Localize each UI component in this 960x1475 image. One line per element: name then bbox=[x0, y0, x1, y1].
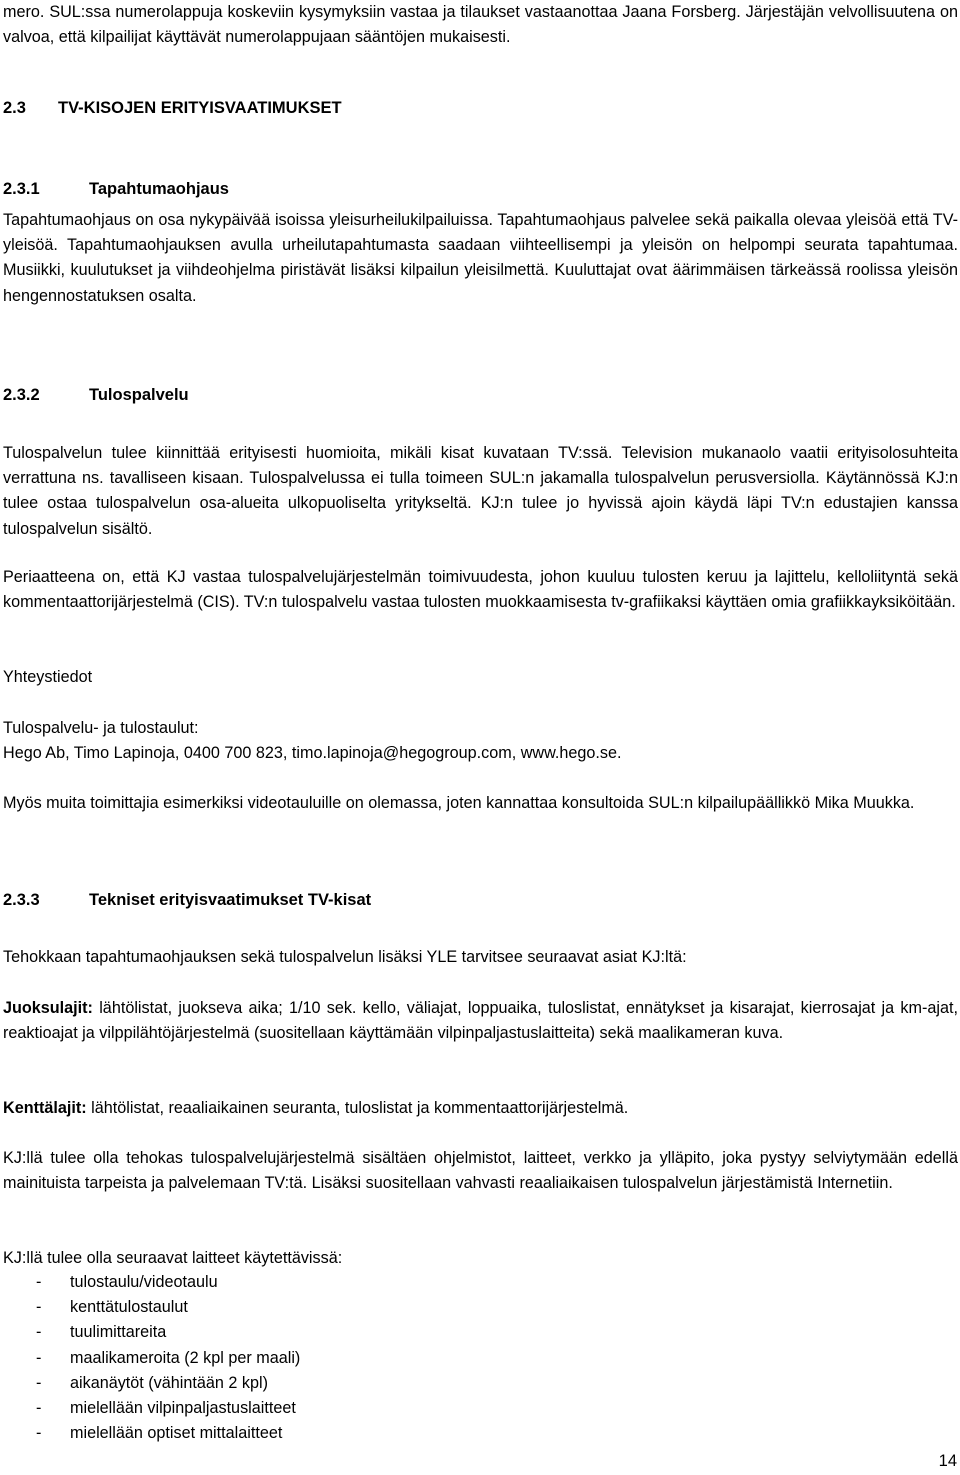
list-item-text: aikanäytöt (vähintään 2 kpl) bbox=[70, 1373, 268, 1392]
field-text: lähtölistat, reaaliaikainen seuranta, tuloslistat ja kommentaattorijärjestelmä. bbox=[86, 1099, 629, 1117]
equipment-intro bbox=[3, 1246, 958, 1271]
field-label: Kenttälajit: bbox=[3, 1099, 87, 1117]
tulospalvelu-paragraph-3 bbox=[3, 791, 958, 816]
dash-bullet: - bbox=[36, 1273, 42, 1291]
field-events-paragraph bbox=[3, 1096, 958, 1121]
paragraph-text: KJ:llä tulee olla tehokas tulospalvelujärjestelmä sisältäen ohjelmistot, laitteet, verkko ja ylläpito, joka pystyy selviytymään edellä mainituista tarpeista ja palvelemaan TV:tä. Lisäksi suositellaan vahvasti reaaliaikaisen tulospalvelun järjestämistä Internetiin. bbox=[3, 1149, 958, 1193]
dash-bullet: - bbox=[36, 1298, 42, 1317]
dash-bullet: - bbox=[36, 1323, 42, 1342]
paragraph-text: Tehokkaan tapahtumaohjauksen sekä tulospalvelun lisäksi YLE tarvitsee seuraavat asiat KJ:ltä: bbox=[3, 948, 687, 966]
intro-text: mero. SUL:ssa numerolappuja koskeviin kysymyksiin vastaa ja tilaukset vastaanottaa Jaana Forsberg. Järjestäjän velvollisuutena on valvoa, että kilpailijat käyttävät numerolappujaan sääntöjen mukaisesti. bbox=[3, 3, 958, 47]
dash-bullet: - bbox=[36, 1424, 42, 1443]
track-events-paragraph bbox=[3, 996, 958, 1046]
contacts-label: Tulospalvelu- ja tulostaulut: bbox=[3, 719, 199, 737]
section-title: TV-KISOJEN ERITYISVAATIMUKSET bbox=[58, 99, 342, 117]
paragraph-text bbox=[3, 1096, 958, 1121]
section-title: Tekniset erityisvaatimukset TV-kisat bbox=[89, 891, 372, 909]
contacts-block bbox=[3, 716, 958, 766]
list-item-text: mielellään optiset mittalaitteet bbox=[70, 1424, 283, 1443]
dash-bullet: - bbox=[36, 1373, 42, 1392]
list-item bbox=[3, 1371, 958, 1396]
paragraph-text: Tapahtumaohjaus on osa nykypäivää isoissa yleisurheilukilpailuissa. Tapahtumaohjaus palvelee sekä paikalla olevaa yleisöä että TV-yleisöä. Tapahtumaohjauksen avulla urheilutapahtumasta saadaan viihteellisempi ja yleisön on helpompi seurata tapahtumaa. Musiikki, kuulutukset ja viihdeohjelma piristävät lisäksi kilpailun yleisilmettä. Kuuluttajat ovat äärimmäisen tärkeässä roolissa yleisön hengennostatuksen osalta. bbox=[3, 211, 958, 305]
list-item-text: tuulimittareita bbox=[70, 1323, 167, 1342]
list-item-text: tulostaulu/videotaulu bbox=[70, 1273, 218, 1291]
section-title: Tapahtumaohjaus bbox=[89, 180, 229, 198]
section-heading-2-3-3 bbox=[3, 888, 958, 913]
section-title: Tulospalvelu bbox=[89, 386, 189, 404]
paragraph-text: KJ:llä tulee olla seuraavat laitteet käytettävissä: bbox=[3, 1249, 343, 1267]
paragraph-text: Tulospalvelun tulee kiinnittää erityisesti huomioita, mikäli kisat kuvataan TV:ssä. Television mukanaolo vaatii erityisolosuhteita verrattuna ns. tavalliseen kisaan. Tulospalvelussa ei tulla toimeen SUL:n jakamalla tulospalvelun perusversiolla. Käytännössä KJ:n tulee ostaa tulospalvelun osa-alueita ulkopuoliselta yritykseltä. KJ:n tulee jo hyvissä ajoin käydä läpi TV:n edustajien kanssa tulospalvelun sisältö. bbox=[3, 444, 958, 538]
contacts-heading-text: Yhteystiedot bbox=[3, 668, 93, 686]
list-item-text: maalikameroita (2 kpl per maali) bbox=[70, 1348, 301, 1367]
paragraph-text: Myös muita toimittajia esimerkiksi videotauluille on olemassa, joten kannattaa konsultoida SUL:n kilpailupäällikkö Mika Muukka. bbox=[3, 794, 915, 812]
paragraph-text bbox=[3, 996, 958, 1046]
track-text: lähtölistat, juokseva aika; 1/10 sek. kello, väliajat, loppuaika, tuloslistat, ennätykset ja kisarajat, kierrosajat ja km-ajat, reaktioajat ja vilppilähtöjärjestelmä (suositellaan käyttämään vilpinpaljastuslaitteita) sekä maalikameran kuva. bbox=[3, 999, 958, 1043]
dash-bullet: - bbox=[36, 1399, 42, 1418]
dash-bullet: - bbox=[36, 1348, 42, 1367]
list-item-text: kenttätulostaulut bbox=[70, 1298, 188, 1317]
section-number: 2.3.3 bbox=[3, 891, 40, 909]
contacts-line: Hego Ab, Timo Lapinoja, 0400 700 823, timo.lapinoja@hegogroup.com, www.hego.se. bbox=[3, 744, 622, 763]
section-heading-2-3 bbox=[3, 96, 958, 121]
section-heading-2-3-2 bbox=[3, 383, 958, 408]
section-number: 2.3.2 bbox=[3, 386, 40, 404]
tekniset-intro bbox=[3, 945, 958, 970]
list-item bbox=[3, 1320, 958, 1345]
list-item-text: mielellään vilpinpaljastuslaitteet bbox=[70, 1399, 296, 1418]
list-item bbox=[3, 1396, 958, 1421]
paragraph-text: Periaatteena on, että KJ vastaa tulospalvelujärjestelmän toimivuudesta, johon kuuluu tulosten keruu ja lajittelu, kelloliityntä sekä kommentaattorijärjestelmä (CIS). TV:n tulospalvelu vastaa tulosten muokkaamisesta tv-grafiikaksi käyttäen omia grafiikkayksiköitään. bbox=[3, 568, 958, 612]
page-number: 14 bbox=[938, 1452, 957, 1470]
section-number: 2.3.1 bbox=[3, 180, 40, 198]
section-heading-2-3-1 bbox=[3, 177, 958, 202]
list-item bbox=[3, 1346, 958, 1371]
list-item bbox=[3, 1421, 958, 1446]
equipment-list bbox=[3, 1270, 958, 1446]
tulospalvelu-paragraph-1 bbox=[3, 441, 958, 542]
tulospalvelu-paragraph-2 bbox=[3, 565, 958, 615]
tekniset-paragraph-1 bbox=[3, 1146, 958, 1196]
list-item bbox=[3, 1295, 958, 1320]
tapahtumaohjaus-paragraph bbox=[3, 208, 958, 309]
list-item bbox=[3, 1270, 958, 1295]
track-label: Juoksulajit: bbox=[3, 999, 93, 1017]
intro-paragraph bbox=[3, 0, 958, 50]
section-number: 2.3 bbox=[3, 99, 26, 117]
contacts-heading bbox=[3, 665, 958, 690]
